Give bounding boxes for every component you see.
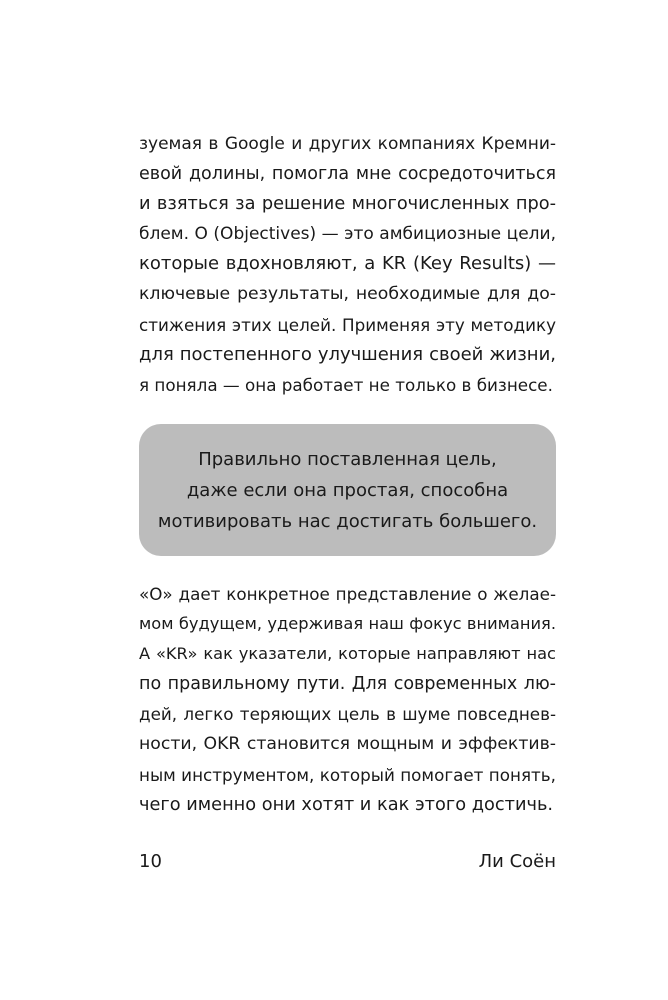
text-line: для постепенного улучшения своей жизни, bbox=[139, 343, 556, 365]
text-line: мом будущем, удерживая наш фокус внимания. bbox=[139, 614, 556, 634]
quote-line: Правильно поставленная цель, bbox=[198, 449, 497, 470]
body-paragraph-2 bbox=[139, 579, 556, 820]
text-line: стижения этих целей. Применяя эту методику bbox=[139, 314, 556, 335]
text-line: по правильному пути. Для современных лю- bbox=[139, 674, 556, 695]
page-number: 10 bbox=[139, 851, 162, 872]
text-line: дей, легко теряющих цель в шуме повседнев- bbox=[139, 704, 556, 725]
text-line: ным инструментом, который помогает понять, bbox=[139, 764, 556, 785]
text-line: блем. O (Objectives) — это амбициозные цели, bbox=[139, 224, 556, 245]
quote-line: даже если она простая, способна bbox=[186, 480, 509, 501]
pull-quote bbox=[139, 424, 556, 556]
text-line: и взяться за решение многочисленных про- bbox=[139, 194, 556, 215]
text-line: я поняла — она работает не только в бизнесе. bbox=[139, 374, 553, 395]
text-line: евой долины, помогла мне сосредоточиться bbox=[139, 164, 556, 185]
text-line: чего именно они хотят и как этого достичь. bbox=[139, 794, 554, 815]
text-line: которые вдохновляют, а KR (Key Results) — bbox=[139, 253, 556, 275]
running-footer-author: Ли Соён bbox=[478, 851, 556, 872]
text-line: А «KR» как указатели, которые направляют нас bbox=[139, 644, 556, 664]
body-paragraph-1 bbox=[139, 129, 556, 400]
text-line: ключевые результаты, необходимые для до- bbox=[139, 284, 556, 305]
text-line: ности, OKR становится мощным и эффектив- bbox=[139, 734, 556, 755]
text-line: «O» дает конкретное представление о желае- bbox=[139, 584, 556, 604]
quote-line: мотивировать нас достигать большего. bbox=[157, 511, 538, 532]
text-line: зуемая в Google и других компаниях Кремни- bbox=[139, 134, 556, 154]
